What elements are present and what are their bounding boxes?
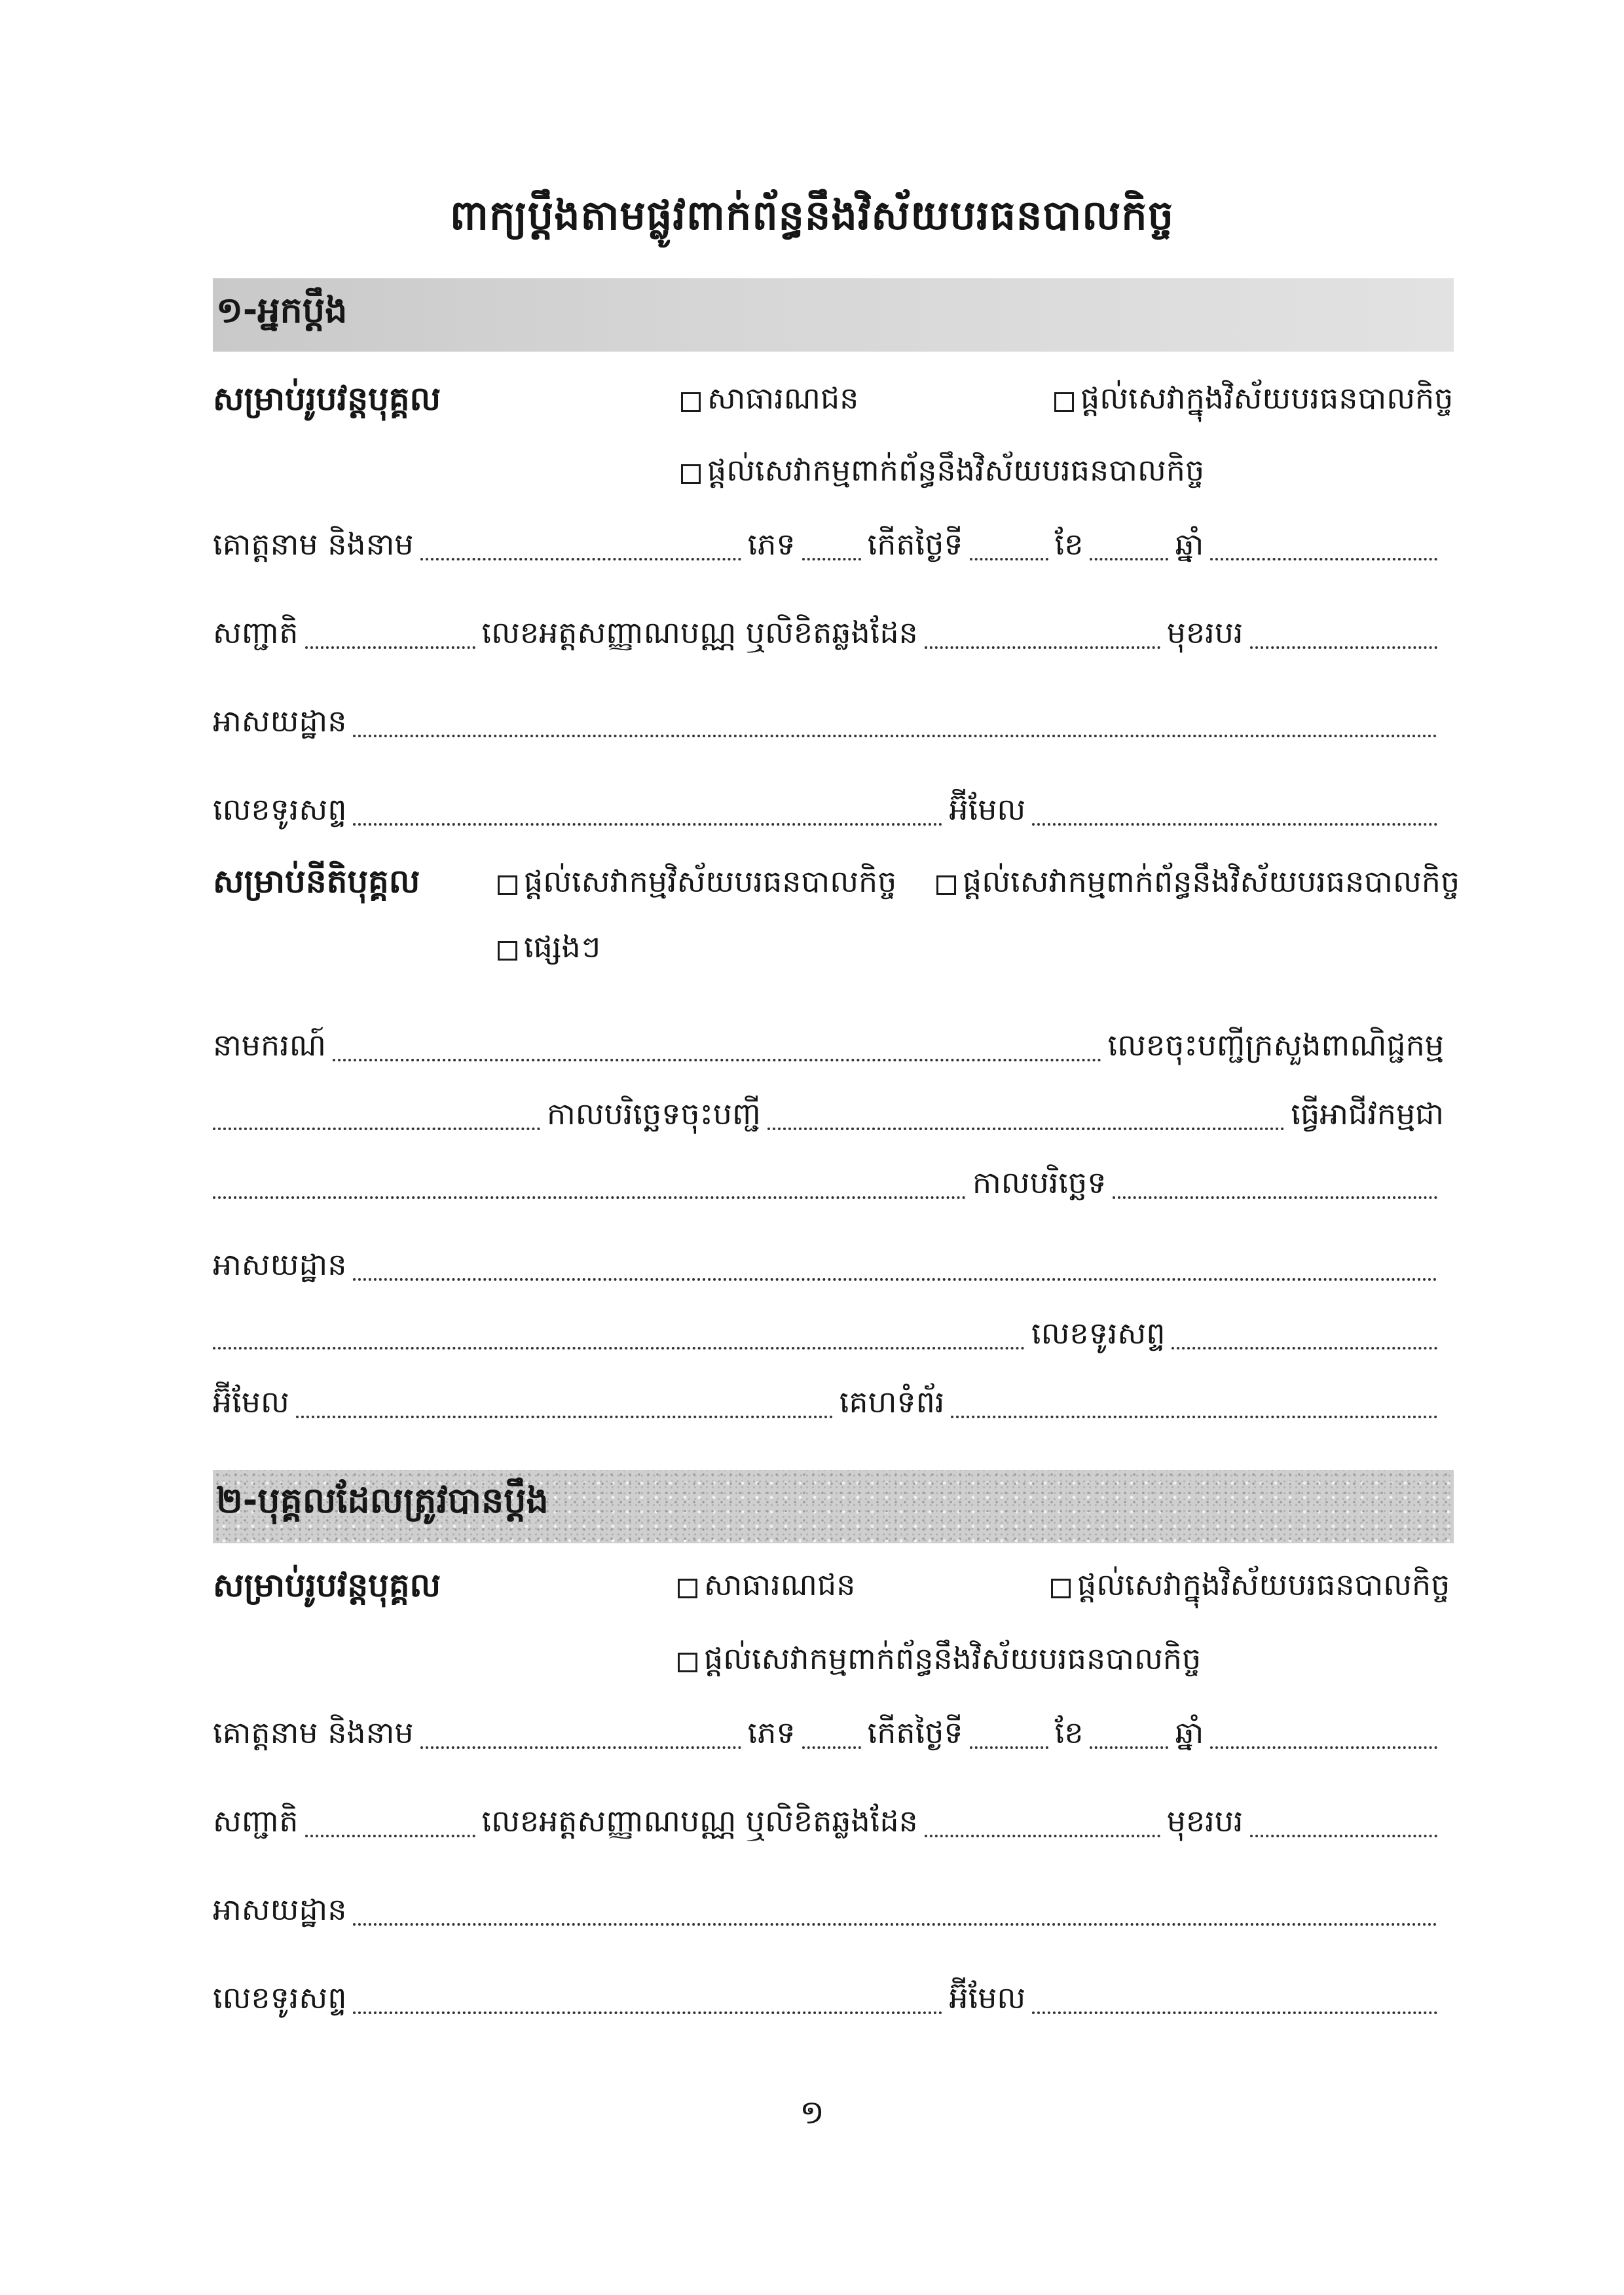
- s1-individual-label: សម្រាប់រូបវន្តបុគ្គល: [213, 380, 441, 418]
- address-label: អាសយដ្ឋាន: [213, 703, 347, 739]
- website-field[interactable]: [951, 1416, 1437, 1418]
- form-title: ពាក្យប្តឹងតាមផ្លូវពាក់ព័ន្ធនឹងវិស័យបរធនបាលកិច្ច: [449, 191, 1175, 239]
- year-label: ឆ្នាំ: [1175, 526, 1204, 562]
- s2-opt-public[interactable]: សាធារណជន: [678, 1566, 855, 1610]
- address-field[interactable]: [353, 735, 1437, 737]
- id-card-field[interactable]: [925, 1835, 1160, 1837]
- s2-address-row: [213, 1889, 1444, 1935]
- occupation-label: មុខរបរ: [1166, 615, 1244, 650]
- phone-label: លេខទូរសព្ទ: [213, 1980, 347, 2015]
- s1-opt-related[interactable]: ផ្តល់សេវាកម្មពាក់ព័ន្ធនឹងវិស័យបរធនបាលកិច្ច: [681, 452, 1204, 496]
- checkbox-icon[interactable]: [498, 875, 517, 895]
- checkbox-icon[interactable]: [681, 464, 701, 484]
- phone-field[interactable]: [353, 823, 942, 826]
- reg-date-label: កាលបរិច្ឆេទចុះបញ្ជី: [547, 1096, 761, 1131]
- nationality-label: សញ្ជាតិ: [213, 1803, 299, 1839]
- s1-legal-address-row: [213, 1244, 1444, 1290]
- date-label: កាលបរិច្ឆេទ: [972, 1165, 1107, 1200]
- id-card-field[interactable]: [925, 646, 1160, 649]
- sex-field[interactable]: [802, 1746, 861, 1749]
- id-card-label: លេខអត្តសញ្ញាណបណ្ណ ឬលិខិតឆ្លងដែន: [481, 1803, 918, 1839]
- phone-field[interactable]: [353, 2011, 942, 2014]
- phone-label: លេខទូរសព្ទ: [213, 792, 347, 827]
- sex-label: ភេទ: [747, 1715, 796, 1750]
- legal-phone-field[interactable]: [1172, 1347, 1437, 1349]
- name-label: គោត្តនាម និងនាម: [213, 1715, 414, 1750]
- name-field[interactable]: [420, 558, 741, 560]
- date-field[interactable]: [1113, 1196, 1437, 1199]
- commerce-reg-label: លេខចុះបញ្ជីក្រសួងពាណិជ្ជកម្ម: [1107, 1027, 1444, 1063]
- month-field[interactable]: [1090, 558, 1168, 560]
- legal-address-label: អាសយដ្ឋាន: [213, 1247, 347, 1282]
- s2-phone-row: [213, 1977, 1444, 2023]
- address-field[interactable]: [353, 1923, 1437, 1926]
- checkbox-icon[interactable]: [936, 875, 956, 895]
- legal-email-label: អ៊ីមែល: [213, 1384, 289, 1420]
- day-field[interactable]: [970, 558, 1048, 560]
- year-field[interactable]: [1210, 558, 1437, 560]
- month-field[interactable]: [1090, 1746, 1168, 1749]
- occupation-field[interactable]: [1250, 646, 1437, 649]
- s2-nationality-row: [213, 1801, 1444, 1846]
- s1-opt-provider[interactable]: ផ្តល់សេវាក្នុងវិស័យបរធនបាលកិច្ច: [1054, 380, 1453, 424]
- s1-reg-row: [213, 1093, 1444, 1139]
- website-label: គេហទំព័រ: [839, 1384, 945, 1420]
- checkbox-icon[interactable]: [1054, 392, 1074, 412]
- day-field[interactable]: [970, 1746, 1048, 1749]
- legal-email-field[interactable]: [296, 1416, 833, 1418]
- month-label: ខែ: [1054, 526, 1084, 562]
- company-name-field[interactable]: [333, 1059, 1101, 1061]
- year-field[interactable]: [1210, 1746, 1437, 1749]
- month-label: ខែ: [1054, 1715, 1084, 1750]
- nationality-label: សញ្ជាតិ: [213, 615, 299, 650]
- checkbox-icon[interactable]: [681, 392, 701, 412]
- name-field[interactable]: [420, 1746, 741, 1749]
- email-label: អ៊ីមែល: [949, 792, 1026, 827]
- checkbox-icon[interactable]: [678, 1653, 697, 1672]
- legal-address-field[interactable]: [353, 1278, 1437, 1281]
- nationality-field[interactable]: [305, 1835, 475, 1837]
- occupation-field[interactable]: [1250, 1835, 1437, 1837]
- legal-address-cont-field[interactable]: [213, 1347, 1025, 1349]
- business-field[interactable]: [213, 1196, 966, 1199]
- checkbox-icon[interactable]: [498, 941, 517, 961]
- sex-label: ភេទ: [747, 526, 796, 562]
- email-field[interactable]: [1032, 2011, 1437, 2014]
- s1-legal-opt-other[interactable]: ផ្សេងៗ: [498, 928, 600, 972]
- s1-name-row: [213, 524, 1444, 570]
- page-number: ១: [800, 2093, 824, 2131]
- s1-business-row: [213, 1162, 1444, 1208]
- company-name-label: នាមករណ៍: [213, 1027, 326, 1063]
- section2-heading: ២-បុគ្គលដែលត្រូវបានប្តឹង: [216, 1480, 549, 1521]
- s1-nationality-row: [213, 612, 1444, 658]
- year-label: ឆ្នាំ: [1175, 1715, 1204, 1750]
- s1-opt-public[interactable]: សាធារណជន: [681, 380, 858, 424]
- checkbox-icon[interactable]: [678, 1579, 697, 1598]
- occupation-label: មុខរបរ: [1166, 1803, 1244, 1839]
- nationality-field[interactable]: [305, 646, 475, 649]
- s2-opt-related[interactable]: ផ្តល់សេវាកម្មពាក់ព័ន្ធនឹងវិស័យបរធនបាលកិច្ច: [678, 1640, 1201, 1684]
- checkbox-icon[interactable]: [1051, 1579, 1071, 1598]
- s2-individual-label: សម្រាប់រូបវន្តបុគ្គល: [213, 1566, 441, 1604]
- s2-name-row: [213, 1712, 1444, 1758]
- s1-legal-phone-row: [213, 1313, 1444, 1359]
- legal-phone-label: លេខទូរសព្ទ: [1031, 1315, 1166, 1351]
- sex-field[interactable]: [802, 558, 861, 560]
- s1-phone-row: [213, 789, 1444, 835]
- born-day-label: កើតថ្ងៃទី: [867, 526, 963, 562]
- id-card-label: លេខអត្តសញ្ញាណបណ្ណ ឬលិខិតឆ្លងដែន: [481, 615, 918, 650]
- s1-address-row: [213, 701, 1444, 746]
- s1-legal-label: សម្រាប់នីតិបុគ្គល: [213, 862, 420, 900]
- name-label: គោត្តនាម និងនាម: [213, 526, 414, 562]
- s1-legal-opt-service[interactable]: ផ្តល់សេវាកម្មវិស័យបរធនបាលកិច្ច: [498, 863, 896, 907]
- address-label: អាសយដ្ឋាន: [213, 1892, 347, 1927]
- s1-legal-opt-related[interactable]: ផ្តល់សេវាកម្មពាក់ព័ន្ធនឹងវិស័យបរធនបាលកិច្ច: [936, 863, 1460, 907]
- reg-date-field[interactable]: [767, 1128, 1285, 1130]
- s1-company-row: [213, 1025, 1444, 1071]
- s2-opt-provider[interactable]: ផ្តល់សេវាក្នុងវិស័យបរធនបាលកិច្ច: [1051, 1566, 1450, 1610]
- s1-legal-email-row: [213, 1382, 1444, 1427]
- email-label: អ៊ីមែល: [949, 1980, 1026, 2015]
- email-field[interactable]: [1032, 823, 1437, 826]
- commerce-reg-field[interactable]: [213, 1128, 540, 1130]
- section1-band: [213, 278, 1454, 352]
- born-day-label: កើតថ្ងៃទី: [867, 1715, 963, 1750]
- business-as-label: ធ្វើអាជីវកម្មជា: [1291, 1096, 1444, 1131]
- section1-heading: ១-អ្នកប្តឹង: [216, 289, 348, 331]
